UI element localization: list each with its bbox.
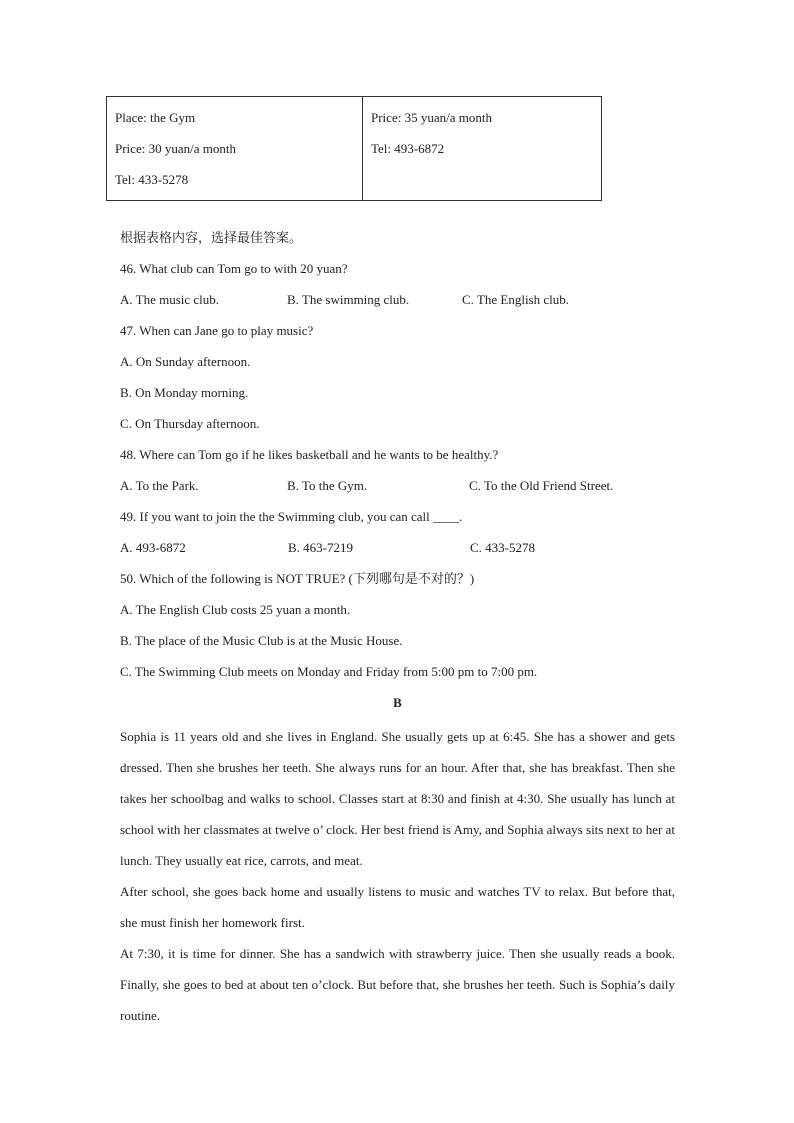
option-c: C. To the Old Friend Street. [469, 478, 614, 493]
question-46: 46. What club can Tom go to with 20 yuan? [120, 261, 348, 276]
passage-paragraph: At 7:30, it is time for dinner. She has a sandwich with strawberry juice. Then she usually reads a book. Finally, she goes to bed at about ten o’clock. But before that, she brushes her teeth. Such is Sophia’s daily routine. [120, 946, 675, 1023]
option-a: A. The English Club costs 25 yuan a month. [120, 602, 351, 617]
question-48: 48. Where can Tom go if he likes basketball and he wants to be healthy.? [120, 447, 499, 462]
table-cell-right [363, 97, 601, 200]
table-line: Place: the Gym [115, 110, 196, 125]
passage-paragraph: After school, she goes back home and usually listens to music and watches TV to relax. But before that, she must finish her homework first. [120, 884, 675, 930]
question-50: 50. Which of the following is NOT TRUE? (下列哪句是不对的？) [120, 571, 475, 586]
passage-paragraph: Sophia is 11 years old and she lives in England. She usually gets up at 6:45. She has a shower and gets dressed. Then she brushes her teeth. She always runs for an hour. After that, she has breakfast. Then she takes her schoolbag and walks to school. Classes start at 8:30 and finish at 4:30. She usually has lunch at school with her classmates at twelve o’ clock. Her best friend is Amy, and Sophia always sits next to her at lunch. They usually eat rice, carrots, and meat. [120, 729, 675, 868]
table-line: Price: 30 yuan/a month [115, 141, 236, 156]
option-c: C. 433-5278 [470, 540, 535, 555]
section-b-heading: B [393, 695, 402, 710]
option-b: B. On Monday morning. [120, 385, 249, 400]
table-line: Tel: 493-6872 [371, 141, 445, 156]
option-b: B. 463-7219 [288, 540, 353, 555]
option-b: B. The place of the Music Club is at the Music House. [120, 633, 403, 648]
question-49-options [120, 535, 675, 566]
question-47: 47. When can Jane go to play music? [120, 323, 314, 338]
table-cell-left [107, 97, 363, 200]
option-a: A. 493-6872 [120, 540, 186, 555]
question-46-options [120, 287, 675, 318]
table-line: Tel: 433-5278 [115, 172, 189, 187]
option-c: C. On Thursday afternoon. [120, 416, 260, 431]
table-line: Price: 35 yuan/a month [371, 110, 492, 125]
option-c: C. The English club. [462, 292, 570, 307]
question-48-options [120, 473, 675, 504]
instruction-text: 根据表格内容，选择最佳答案。 [120, 230, 303, 245]
question-49: 49. If you want to join the the Swimming club, you can call ____. [120, 509, 463, 524]
option-c: C. The Swimming Club meets on Monday and Friday from 5:00 pm to 7:00 pm. [120, 664, 538, 679]
option-b: B. To the Gym. [287, 478, 368, 493]
club-info-table [106, 96, 602, 201]
option-a: A. To the Park. [120, 478, 199, 493]
option-b: B. The swimming club. [287, 292, 410, 307]
option-a: A. On Sunday afternoon. [120, 354, 251, 369]
document-content [120, 225, 675, 1031]
option-a: A. The music club. [120, 292, 220, 307]
